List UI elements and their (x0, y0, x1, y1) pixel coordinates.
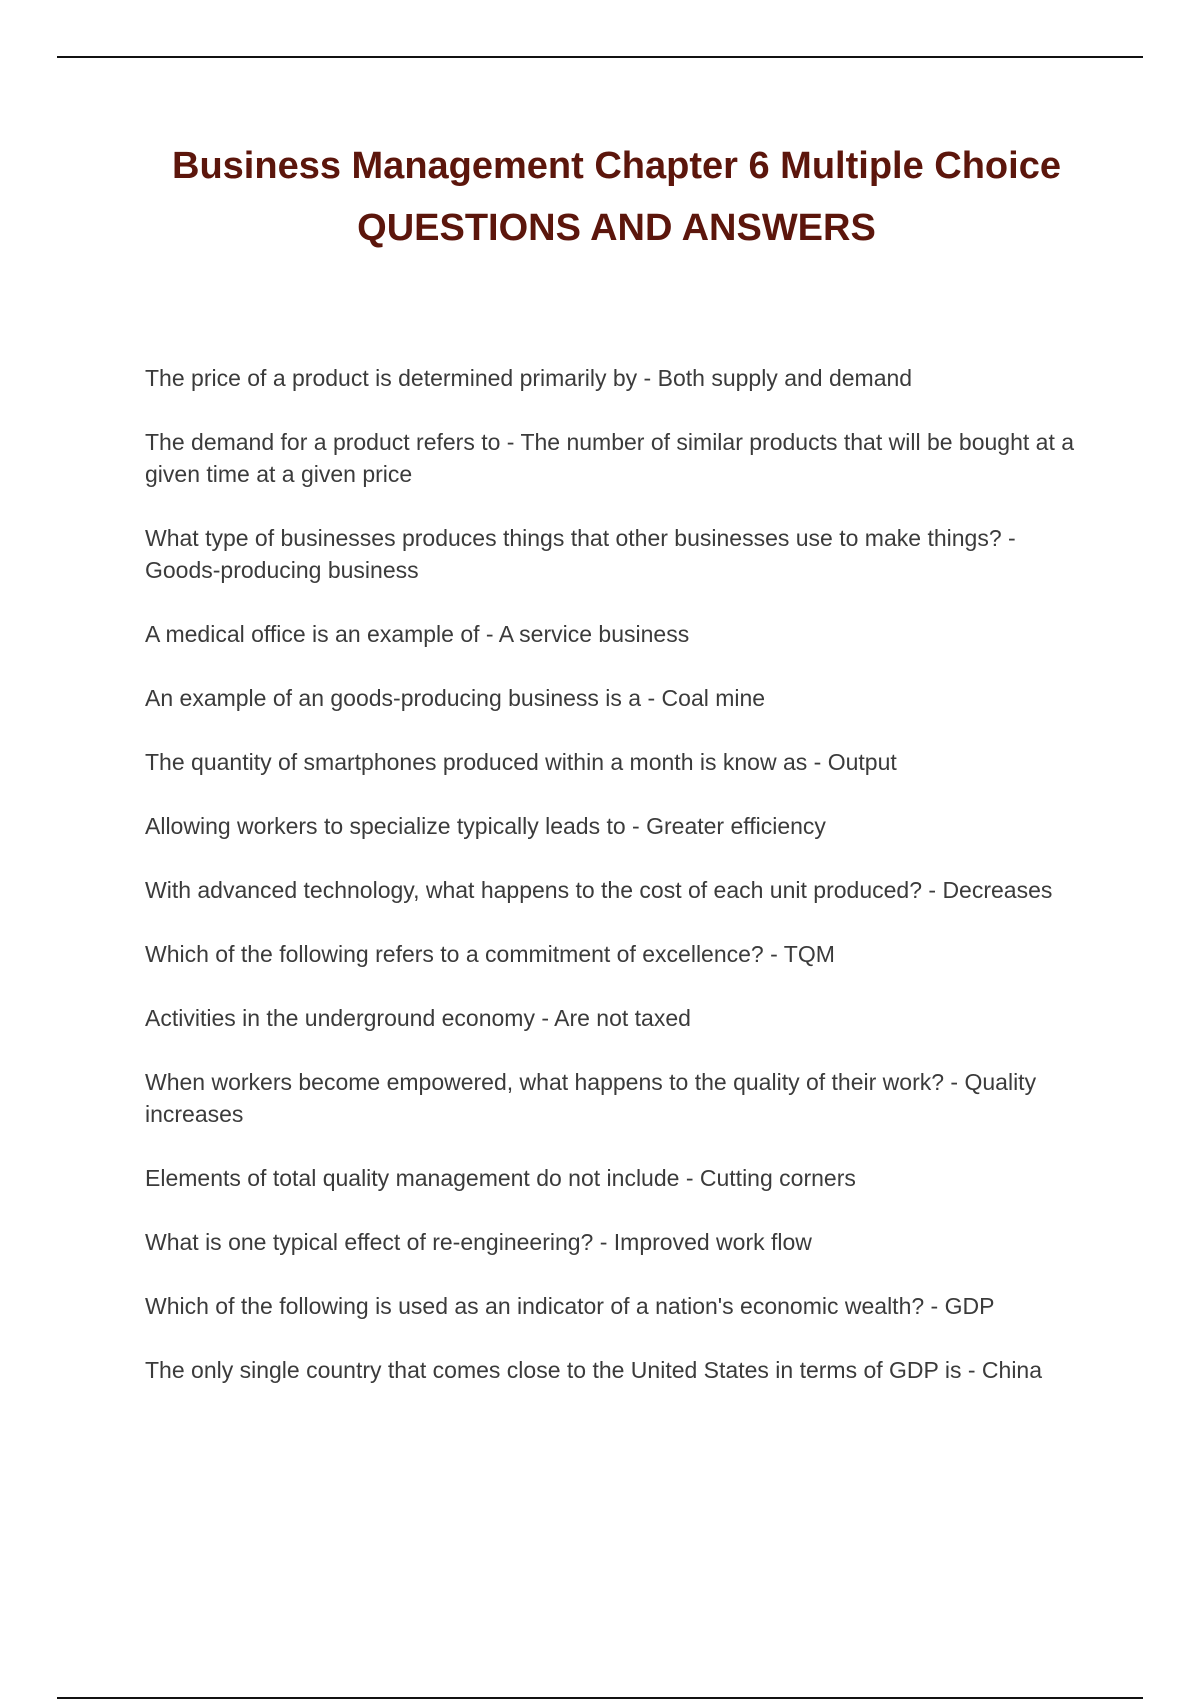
qa-item (145, 618, 1095, 650)
question-text: The quantity of smartphones produced within a month is know as (145, 749, 808, 775)
question-text: A medical office is an example of (145, 621, 480, 647)
answer-text: Output (827, 749, 897, 775)
qa-separator (637, 365, 657, 391)
qa-item (145, 1290, 1095, 1322)
question-text: The only single country that comes close to the United States in terms of GDP is (145, 1357, 962, 1383)
answer-text: Coal mine (661, 685, 766, 711)
answer-text: Cutting corners (699, 1165, 856, 1191)
answer-text: Are not taxed (554, 1005, 691, 1031)
question-text: The price of a product is determined primarily by (145, 365, 638, 391)
qa-separator (764, 941, 784, 967)
qa-item (145, 522, 1095, 586)
answer-text: A service business (498, 621, 690, 647)
qa-item (145, 426, 1095, 490)
title-line-2: QUESTIONS AND ANSWERS (357, 207, 876, 249)
top-divider (57, 56, 1143, 58)
qa-separator (924, 1293, 944, 1319)
question-text: What is one typical effect of re-engineering? (145, 1229, 594, 1255)
question-text: An example of an goods-producing business is a (145, 685, 642, 711)
qa-item (145, 682, 1095, 714)
qa-item (145, 1066, 1095, 1130)
question-text: What type of businesses produces things that other businesses use to make things? (145, 525, 1002, 551)
qa-separator (922, 877, 942, 903)
question-text: Elements of total quality management do not include (145, 1165, 680, 1191)
qa-separator (626, 813, 646, 839)
question-text: When workers become empowered, what happens to the quality of their work? (145, 1069, 945, 1095)
page-title (120, 135, 1113, 259)
qa-item (145, 810, 1095, 842)
answer-text: Goods-producing business (145, 557, 419, 583)
question-text: With advanced technology, what happens to the cost of each unit produced? (145, 877, 922, 903)
answer-text: Improved work flow (613, 1229, 812, 1255)
qa-separator (500, 429, 520, 455)
qa-separator (641, 685, 661, 711)
qa-separator (1002, 525, 1016, 551)
qa-separator (535, 1005, 554, 1031)
bottom-divider (57, 1697, 1143, 1699)
answer-text: The number of similar products that will be bought at a given time at a given price (145, 429, 1075, 487)
question-text: Which of the following is used as an indicator of a nation's economic wealth? (145, 1293, 925, 1319)
answer-text: TQM (783, 941, 835, 967)
title-line-1: Business Management Chapter 6 Multiple Choice (172, 145, 1061, 187)
question-text: Which of the following refers to a commitment of excellence? (145, 941, 764, 967)
qa-separator (679, 1165, 699, 1191)
qa-separator (944, 1069, 964, 1095)
answer-text: China (981, 1357, 1043, 1383)
qa-item (145, 1226, 1095, 1258)
answer-text: GDP (944, 1293, 995, 1319)
question-text: Activities in the underground economy (145, 1005, 535, 1031)
qa-item (145, 1002, 1095, 1034)
qa-item (145, 938, 1095, 970)
qa-item (145, 1354, 1095, 1386)
qa-separator (480, 621, 499, 647)
qa-list (145, 362, 1095, 1418)
qa-item (145, 362, 1095, 394)
question-text: Allowing workers to specialize typically leads to (145, 813, 626, 839)
answer-text: Both supply and demand (657, 365, 913, 391)
qa-item (145, 746, 1095, 778)
answer-text: Decreases (942, 877, 1053, 903)
answer-text: Quality increases (145, 1069, 1037, 1127)
qa-separator (807, 749, 827, 775)
answer-text: Greater efficiency (646, 813, 826, 839)
qa-separator (593, 1229, 613, 1255)
qa-item (145, 1162, 1095, 1194)
qa-separator (961, 1357, 981, 1383)
question-text: The demand for a product refers to (145, 429, 501, 455)
qa-item (145, 874, 1095, 906)
